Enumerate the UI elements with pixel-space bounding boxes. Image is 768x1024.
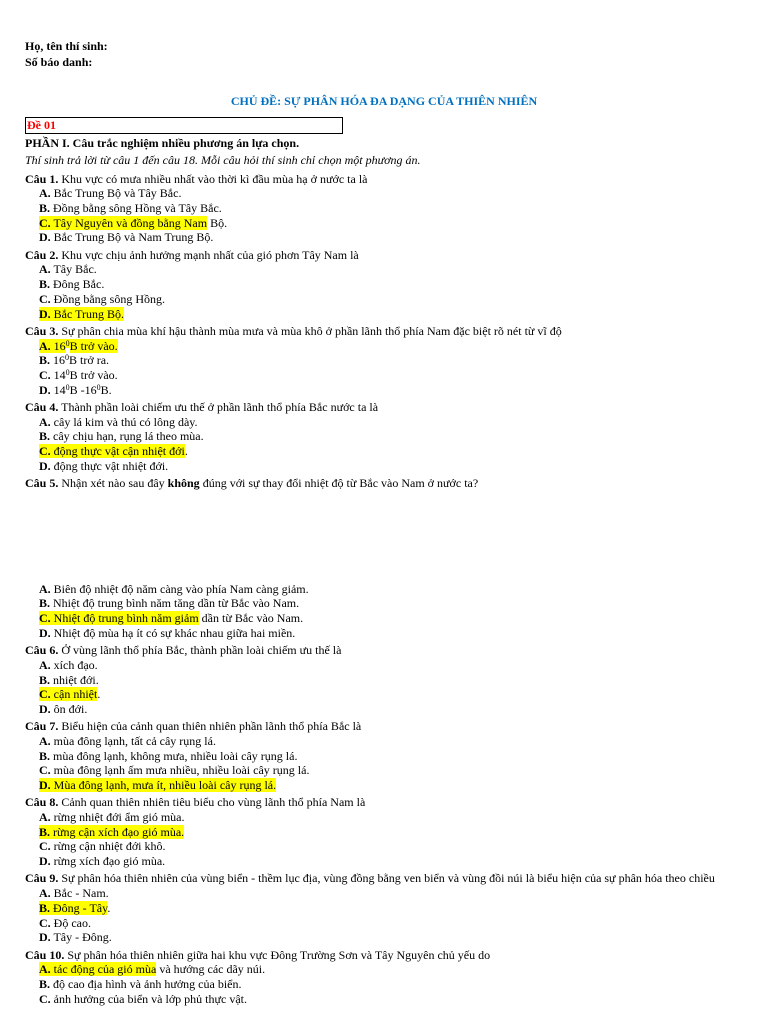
question-8 — [25, 795, 755, 869]
option-text: rừng xích đạo gió mùa. — [53, 854, 166, 869]
option-text: rừng cận nhiệt đới khô. — [53, 839, 166, 854]
question-stem — [25, 871, 755, 886]
option-text: B trở ra. — [69, 353, 110, 368]
question-stem — [25, 324, 755, 339]
option-b — [25, 353, 755, 368]
option-label: A. — [39, 962, 51, 977]
question-number: Câu 10. — [25, 947, 65, 962]
question-number: Câu 1. — [25, 171, 59, 186]
option-text: Nhiệt độ trung bình năm giảm — [53, 611, 199, 626]
option-text: . — [184, 444, 188, 459]
option-a — [25, 810, 755, 825]
option-text: Tây Bắc. — [53, 262, 97, 277]
option-text: Bắc Trung Bộ. — [53, 306, 125, 321]
option-text: 14 — [53, 367, 66, 382]
option-label: D. — [39, 778, 51, 793]
option-b — [25, 429, 755, 444]
question-5 — [25, 476, 755, 641]
option-d — [25, 383, 755, 398]
option-label: D. — [39, 230, 51, 245]
stem-text: Ở vùng lãnh thổ phía Bắc, thành phần loài chiếm ưu thế là — [61, 643, 342, 658]
option-label: C. — [39, 444, 51, 459]
option-text: Bắc Trung Bộ và Nam Trung Bộ. — [53, 230, 214, 245]
option-d — [25, 307, 755, 322]
option-text: tác động của gió mùa — [53, 962, 157, 977]
candidate-name-label: Họ, tên thí sinh: — [25, 39, 108, 53]
option-label: D. — [39, 625, 51, 640]
option-text: Độ cao. — [53, 915, 91, 930]
question-number: Câu 7. — [25, 719, 59, 734]
stem-text: đúng với sự thay đổi nhiệt độ từ Bắc vào Nam ở nước ta? — [199, 476, 479, 491]
option-label: A. — [39, 338, 51, 353]
option-text: 14 — [53, 382, 66, 397]
option-text: Nhiệt độ trung bình năm tăng dần từ Bắc vào Nam. — [53, 596, 300, 611]
question-2 — [25, 248, 755, 322]
question-3 — [25, 324, 755, 398]
superscript-text: 0 — [65, 338, 70, 348]
option-label: B. — [39, 429, 51, 444]
option-label: C. — [39, 763, 51, 778]
question-list — [25, 172, 755, 1007]
question-stem — [25, 172, 755, 187]
option-label: C. — [39, 215, 51, 230]
option-text: 16 — [53, 338, 66, 353]
option-b — [25, 901, 755, 916]
option-label: B. — [39, 824, 51, 839]
option-label: B. — [39, 596, 51, 611]
option-text: B -16 — [69, 382, 97, 397]
option-text: mùa đông lạnh ấm mưa nhiều, nhiều loài cây rụng lá. — [53, 763, 310, 778]
option-label: B. — [39, 976, 51, 991]
instructions: Thí sinh trả lời từ câu 1 đến câu 18. Mỗi câu hỏi thí sinh chỉ chọn một phương án. — [25, 152, 421, 167]
option-label: D. — [39, 930, 51, 945]
question-number: Câu 5. — [25, 476, 59, 491]
option-a — [25, 734, 755, 749]
option-c — [25, 992, 755, 1007]
option-d — [25, 230, 755, 245]
option-a — [25, 186, 755, 201]
option-text: . — [107, 900, 111, 915]
option-label: C. — [39, 291, 51, 306]
option-text: nhiệt đới. — [53, 672, 99, 687]
option-label: C. — [39, 915, 51, 930]
question-stem — [25, 719, 755, 734]
option-text: Nhiệt độ mùa hạ ít có sự khác nhau giữa hai miền. — [53, 625, 296, 640]
superscript-text: 0 — [65, 382, 70, 392]
option-label: C. — [39, 839, 51, 854]
question-stem — [25, 643, 755, 658]
option-label: D. — [39, 458, 51, 473]
option-a — [25, 886, 755, 901]
option-text: Đông - Tây — [53, 900, 108, 915]
option-label: B. — [39, 201, 51, 215]
option-c — [25, 444, 755, 459]
question-4 — [25, 400, 755, 474]
exam-code: Đề 01 — [27, 118, 56, 132]
option-label: D. — [39, 854, 51, 869]
option-label: A. — [39, 733, 51, 748]
option-a — [25, 962, 755, 977]
stem-text: Thành phần loài chiếm ưu thế ở phần lãnh thổ phía Bắc nước ta là — [61, 399, 379, 414]
option-b — [25, 825, 755, 840]
option-label: C. — [39, 687, 51, 702]
option-text: Mùa đông lạnh, mưa ít, nhiều loài cây rụng lá. — [53, 778, 277, 793]
option-b — [25, 277, 755, 292]
section-heading: PHẦN I. Câu trắc nghiệm nhiều phương án lựa chọn. — [25, 135, 300, 150]
option-d — [25, 626, 755, 641]
option-text: B trở vào. — [69, 367, 118, 382]
option-label: A. — [39, 414, 51, 429]
option-text: rừng nhiệt đới ẩm gió mùa. — [53, 810, 185, 825]
option-text: . — [97, 687, 101, 702]
option-text: Tây Nguyên và đồng bằng Nam — [53, 215, 208, 230]
option-text: ôn đới. — [53, 701, 88, 716]
option-c — [25, 611, 755, 626]
option-b — [25, 673, 755, 688]
stem-emphasis: không — [167, 476, 200, 491]
option-c — [25, 368, 755, 383]
question-number: Câu 4. — [25, 399, 59, 414]
option-c — [25, 292, 755, 307]
option-b — [25, 596, 755, 611]
option-c — [25, 916, 755, 931]
question-7 — [25, 719, 755, 793]
option-text: B trở vào. — [69, 338, 118, 353]
option-a — [25, 658, 755, 673]
candidate-number-label: Số báo danh: — [25, 55, 93, 69]
option-text: Đông Bắc. — [53, 277, 105, 292]
option-label: B. — [39, 900, 51, 915]
stem-text: Biểu hiện của cảnh quan thiên nhiên phần lãnh thổ phía Bắc là — [61, 719, 362, 734]
option-d — [25, 930, 755, 945]
question-9 — [25, 871, 755, 945]
option-text: Bộ. — [207, 215, 228, 230]
stem-text: Khu vực có mưa nhiều nhất vào thời kì đầu mùa hạ ở nước ta là — [61, 171, 368, 186]
question-stem — [25, 795, 755, 810]
superscript-text: 0 — [65, 367, 70, 377]
option-c — [25, 839, 755, 854]
option-label: D. — [39, 306, 51, 321]
option-d — [25, 854, 755, 869]
option-text: ảnh hưởng của biển và lớp phủ thực vật. — [53, 991, 247, 1006]
stem-text: Sự phân hóa thiên nhiên của vùng biển - thềm lục địa, vùng đồng bằng ven biển và vùng đồi núi là biểu hiện của sự phân hóa theo chiều — [61, 871, 715, 886]
option-c — [25, 763, 755, 778]
option-a — [25, 582, 755, 597]
option-text: 16 — [53, 353, 66, 368]
option-label: B. — [39, 748, 51, 763]
option-label: A. — [39, 186, 51, 201]
option-a — [25, 415, 755, 430]
option-text: B. — [100, 382, 112, 397]
option-label: A. — [39, 262, 51, 277]
stem-text: Nhận xét nào sau đây — [61, 476, 168, 491]
superscript-text: 0 — [96, 382, 101, 392]
option-label: D. — [39, 701, 51, 716]
option-text: rừng cận xích đạo gió mùa. — [53, 824, 185, 839]
option-label: A. — [39, 657, 51, 672]
question-stem — [25, 476, 755, 491]
question-10 — [25, 948, 755, 1007]
option-b — [25, 201, 755, 216]
option-label: A. — [39, 886, 51, 901]
option-text: mùa đông lạnh, tất cả cây rụng lá. — [53, 733, 216, 748]
option-d — [25, 459, 755, 474]
question-6 — [25, 643, 755, 717]
stem-text: Khu vực chịu ảnh hưởng mạnh nhất của gió phơn Tây Nam là — [61, 247, 359, 262]
question-stem — [25, 948, 755, 963]
option-label: C. — [39, 367, 51, 382]
option-text: Đồng bằng sông Hồng. — [53, 291, 165, 306]
option-text: Bắc Trung Bộ và Tây Bắc. — [53, 186, 182, 201]
option-text: cây lá kim và thú có lông dày. — [53, 414, 198, 429]
option-text: độ cao địa hình và ảnh hưởng của biển. — [53, 976, 242, 991]
option-a — [25, 262, 755, 277]
exam-code-box — [25, 117, 343, 134]
option-d — [25, 702, 755, 717]
question-number: Câu 6. — [25, 643, 59, 658]
option-label: C. — [39, 611, 51, 626]
option-text: Bắc - Nam. — [53, 886, 109, 901]
option-label: A. — [39, 581, 51, 596]
option-label: C. — [39, 991, 51, 1006]
question-stem — [25, 248, 755, 263]
option-text: cây chịu hạn, rụng lá theo mùa. — [53, 429, 204, 444]
question-stem — [25, 400, 755, 415]
option-text: dần từ Bắc vào Nam. — [198, 611, 304, 626]
option-c — [25, 687, 755, 702]
option-c — [25, 216, 755, 231]
option-text: mùa đông lạnh, không mưa, nhiều loài cây rụng lá. — [53, 748, 298, 763]
option-a — [25, 339, 755, 354]
question-number: Câu 9. — [25, 871, 59, 886]
option-text: động thực vật cận nhiệt đới — [53, 444, 185, 459]
stem-text: Sự phân chia mùa khí hậu thành mùa mưa và mùa khô ở phần lãnh thổ phía Nam đặc biệt rõ nét từ vĩ độ — [61, 323, 562, 338]
stem-text: Cảnh quan thiên nhiên tiêu biểu cho vùng lãnh thổ phía Nam là — [61, 795, 366, 810]
question-number: Câu 2. — [25, 247, 59, 262]
option-text: Tây - Đông. — [53, 930, 112, 945]
option-text: động thực vật nhiệt đới. — [53, 458, 169, 473]
option-text: Biên độ nhiệt độ năm càng vào phía Nam càng giảm. — [53, 581, 309, 596]
option-d — [25, 778, 755, 793]
option-b — [25, 977, 755, 992]
page-title: CHỦ ĐỀ: SỰ PHÂN HÓA ĐA DẠNG CỦA THIÊN NHIÊN — [230, 94, 538, 108]
option-text: Đồng bằng sông Hồng và Tây Bắc. — [53, 201, 222, 215]
option-text: xích đạo. — [53, 657, 98, 672]
superscript-text: 0 — [65, 353, 70, 363]
question-1 — [25, 172, 755, 246]
option-label: B. — [39, 672, 51, 687]
option-label: D. — [39, 382, 51, 397]
option-text: và hướng các dãy núi. — [156, 962, 266, 977]
option-b — [25, 749, 755, 764]
option-label: B. — [39, 353, 51, 368]
stem-text: Sự phân hóa thiên nhiên giữa hai khu vực Đông Trường Sơn và Tây Nguyên chủ yếu do — [67, 947, 491, 962]
question-number: Câu 8. — [25, 795, 59, 810]
option-label: B. — [39, 277, 51, 292]
option-label: A. — [39, 810, 51, 825]
option-text: cận nhiệt — [53, 687, 98, 702]
question-number: Câu 3. — [25, 323, 59, 338]
